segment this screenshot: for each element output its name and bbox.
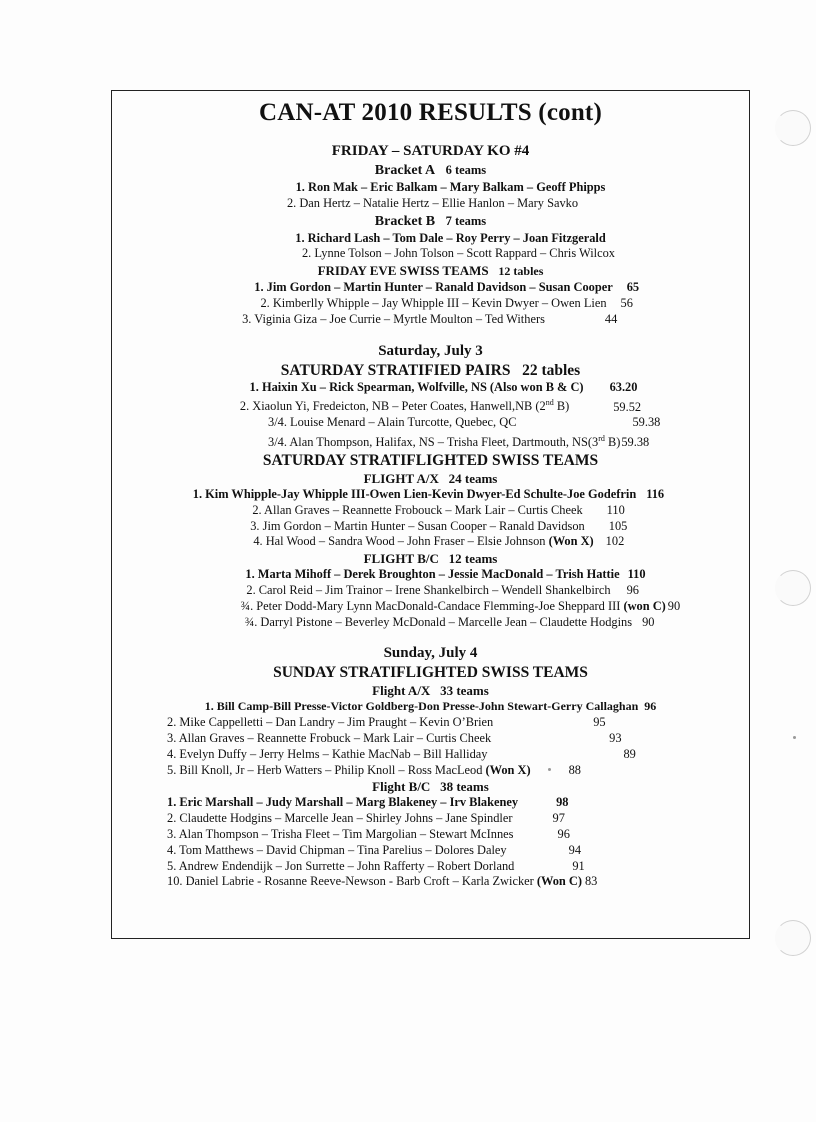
saturday-pairs-row xyxy=(268,415,749,431)
sunday-flight-ax-count: 33 teams xyxy=(440,683,489,699)
saturday-bc-row xyxy=(112,567,749,583)
saturday-pairs-count: 22 tables xyxy=(522,361,581,379)
saturday-pairs-score: 59.38 xyxy=(621,435,650,450)
saturday-bc-score: 90 xyxy=(642,614,655,629)
saturday-ax-team: 3. Jim Gordon – Martin Hunter – Susan Cooper – Ranald Davidson xyxy=(250,518,585,533)
friday-swiss-row xyxy=(112,296,749,312)
bracket-b-result-1: 1. Richard Lash – Tom Dale – Roy Perry – Joan Fitzgerald xyxy=(295,230,606,245)
saturday-bc-row xyxy=(112,583,749,599)
sunday-ax-row xyxy=(167,715,749,731)
sunday-bc-team: 4. Tom Matthews – David Chipman – Tina Parelius – Dolores Daley xyxy=(167,842,507,857)
friday-swiss-heading xyxy=(112,262,749,280)
won-flight-note: (won C) xyxy=(623,598,666,613)
sunday-bc-row xyxy=(167,874,749,890)
sunday-ax-score: 93 xyxy=(609,730,622,745)
saturday-flight-bc-heading xyxy=(112,550,749,567)
sunday-bc-score: 91 xyxy=(572,858,585,873)
results-frame xyxy=(111,90,750,939)
saturday-ax-row xyxy=(112,519,749,535)
sunday-bc-score: 97 xyxy=(552,811,565,826)
saturday-ax-row xyxy=(112,487,749,503)
sunday-flight-bc-label: Flight B/C xyxy=(372,779,431,795)
won-flight-note: (Won X) xyxy=(485,762,531,777)
saturday-pairs-score: 59.52 xyxy=(613,399,642,414)
bracket-a-count: 6 teams xyxy=(445,163,487,177)
punch-hole-middle xyxy=(775,570,811,606)
saturday-pairs-score: 63.20 xyxy=(609,379,638,394)
sunday-bc-team: 10. Daniel Labrie - Rosanne Reeve-Newson - Barb Croft – Karla Zwicker xyxy=(167,874,534,889)
saturday-bc-row xyxy=(112,615,749,631)
saturday-flight-bc-count: 12 teams xyxy=(448,551,498,567)
sunday-swiss-heading: SUNDAY STRATIFLIGHTED SWISS TEAMS xyxy=(273,664,588,682)
sunday-bc-team: 2. Claudette Hodgins – Marcelle Jean – Shirley Johns – Jane Spindler xyxy=(167,811,513,826)
saturday-flight-ax-heading xyxy=(112,470,749,487)
saturday-ax-row xyxy=(112,534,749,550)
sunday-flight-bc-count: 38 teams xyxy=(440,779,489,795)
bracket-b-result-2: 2. Lynne Tolson – John Tolson – Scott Rappard – Chris Wilcox xyxy=(301,246,616,261)
sunday-bc-score: 96 xyxy=(557,826,570,841)
sunday-ax-team: 2. Mike Cappelletti – Dan Landry – Jim Praught – Kevin O’Brien xyxy=(167,715,494,730)
saturday-pairs-row xyxy=(112,395,749,415)
sunday-ax-team: 4. Evelyn Duffy – Jerry Helms – Kathie MacNab – Bill Halliday xyxy=(167,746,488,761)
friday-swiss-count: 12 tables xyxy=(498,264,544,279)
sunday-bc-score: 98 xyxy=(556,795,569,810)
sunday-ax-score: 89 xyxy=(623,746,636,761)
bracket-b-count: 7 teams xyxy=(445,213,487,228)
saturday-pairs-row xyxy=(112,380,749,396)
friday-swiss-team: 3. Viginia Giza – Joe Currie – Myrtle Moulton – Ted Withers xyxy=(242,311,545,326)
sunday-bc-team: 1. Eric Marshall – Judy Marshall – Marg Blakeney – Irv Blakeney xyxy=(167,795,519,810)
saturday-ax-score: 116 xyxy=(646,487,665,502)
saturday-pairs-heading xyxy=(112,361,749,380)
saturday-date-heading: Saturday, July 3 xyxy=(378,342,483,359)
sunday-bc-score: 94 xyxy=(568,842,582,857)
friday-swiss-row xyxy=(112,280,749,296)
saturday-bc-score: 110 xyxy=(627,567,646,582)
punch-hole-top xyxy=(775,110,811,146)
friday-swiss-team: 1. Jim Gordon – Martin Hunter – Ranald Davidson – Susan Cooper xyxy=(254,280,613,295)
ordinal-suffix: nd xyxy=(545,398,554,408)
saturday-swiss-heading: SATURDAY STRATIFLIGHTED SWISS TEAMS xyxy=(262,452,599,470)
sunday-bc-row xyxy=(167,795,749,811)
saturday-pairs-entry: 1. Haixin Xu – Rick Spearman, Wolfville, NS (Also won B & C) xyxy=(249,379,584,394)
saturday-pairs-entry-tail: B) xyxy=(604,435,621,450)
saturday-pairs-row xyxy=(268,431,749,451)
saturday-bc-team: ¾. Peter Dodd-Mary Lynn MacDonald-Candace Flemming-Joe Sheppard III xyxy=(240,598,621,613)
won-flight-note: (Won X) xyxy=(548,534,594,549)
friday-swiss-score: 56 xyxy=(620,295,633,310)
bracket-a-result-1: 1. Ron Mak – Eric Balkam – Mary Balkam – Geoff Phipps xyxy=(295,180,606,194)
sunday-ax-score: 88 xyxy=(568,762,581,777)
sunday-ax-row xyxy=(112,699,749,715)
sunday-ax-team: 1. Bill Camp-Bill Presse-Victor Goldberg-Don Presse-John Stewart-Gerry Callaghan xyxy=(204,699,639,714)
friday-swiss-row xyxy=(112,312,749,328)
saturday-pairs-entry: 3/4. Louise Menard – Alain Turcotte, Quebec, QC xyxy=(268,415,517,430)
sunday-flight-ax-heading xyxy=(112,682,749,699)
sunday-flight-bc-heading xyxy=(112,778,749,795)
scan-speck xyxy=(793,736,796,739)
saturday-ax-score: 110 xyxy=(606,502,625,517)
saturday-flight-ax-label: FLIGHT A/X xyxy=(363,471,439,487)
ordinal-suffix: rd xyxy=(598,434,605,444)
sunday-ax-score: 95 xyxy=(593,715,606,730)
sunday-flight-ax-label: Flight A/X xyxy=(372,683,431,699)
ko-heading: FRIDAY – SATURDAY KO #4 xyxy=(331,143,530,159)
sunday-bc-row xyxy=(167,827,749,843)
won-flight-note: (Won C) xyxy=(536,874,582,889)
bracket-a-heading xyxy=(112,161,749,180)
saturday-bc-score: 90 xyxy=(667,598,681,613)
punch-hole-bottom xyxy=(775,920,811,956)
saturday-flight-ax-count: 24 teams xyxy=(448,471,498,487)
saturday-bc-team: 1. Marta Mihoff – Derek Broughton – Jessie MacDonald – Trish Hattie xyxy=(245,567,620,582)
saturday-pairs-score: 59.38 xyxy=(632,415,661,430)
saturday-pairs-entry: 3/4. Alan Thompson, Halifax, NS – Trisha Fleet, Dartmouth, NS(3 xyxy=(268,435,599,450)
saturday-ax-team: 4. Hal Wood – Sandra Wood – John Fraser – Elsie Johnson xyxy=(253,534,546,549)
sunday-bc-row xyxy=(167,811,749,827)
saturday-bc-score: 96 xyxy=(626,583,639,597)
bracket-a-result-2: 2. Dan Hertz – Natalie Hertz – Ellie Hanlon – Mary Savko xyxy=(286,195,579,210)
bracket-b-label: Bracket B xyxy=(374,213,436,229)
saturday-bc-team: 2. Carol Reid – Jim Trainor – Irene Shankelbirch – Wendell Shankelbirch xyxy=(246,583,611,597)
saturday-flight-bc-label: FLIGHT B/C xyxy=(363,551,439,567)
friday-swiss-score: 65 xyxy=(626,280,640,295)
friday-swiss-team: 2. Kimberlly Whipple – Jay Whipple III – Kevin Dwyer – Owen Lien xyxy=(260,295,607,310)
saturday-pairs-entry-tail: B) xyxy=(553,399,570,414)
sunday-ax-row xyxy=(167,731,749,747)
friday-swiss-title: FRIDAY EVE SWISS TEAMS xyxy=(317,263,489,279)
sunday-ax-team: 3. Allan Graves – Reannette Frobuck – Mark Lair – Curtis Cheek xyxy=(167,730,492,745)
sunday-ax-team: 5. Bill Knoll, Jr – Herb Watters – Philip Knoll – Ross MacLeod xyxy=(167,762,483,777)
saturday-ax-row xyxy=(112,503,749,519)
saturday-bc-team: ¾. Darryl Pistone – Beverley McDonald – Marcelle Jean – Claudette Hodgins xyxy=(244,614,633,629)
sunday-bc-row xyxy=(167,859,749,875)
sunday-bc-row xyxy=(167,843,749,859)
sunday-bc-team: 3. Alan Thompson – Trisha Fleet – Tim Margolian – Stewart McInnes xyxy=(167,826,514,841)
saturday-ax-team: 1. Kim Whipple-Jay Whipple III-Owen Lien-Kevin Dwyer-Ed Schulte-Joe Godefrin xyxy=(192,487,637,502)
sunday-bc-score: 83 xyxy=(584,874,598,889)
saturday-bc-row xyxy=(112,599,749,615)
sunday-date-heading: Sunday, July 4 xyxy=(383,645,478,662)
friday-swiss-score: 44 xyxy=(604,311,618,326)
saturday-ax-score: 105 xyxy=(608,518,628,533)
saturday-ax-score: 102 xyxy=(605,534,625,549)
bracket-b-heading xyxy=(112,212,749,231)
results-content xyxy=(112,99,749,890)
page-title: CAN-AT 2010 RESULTS (cont) xyxy=(259,99,602,126)
saturday-pairs-entry: 2. Xiaolun Yi, Fredeicton, NB – Peter Coates, Hanwell,NB (2 xyxy=(239,399,546,414)
sunday-ax-row xyxy=(167,747,749,763)
sunday-bc-team: 5. Andrew Endendijk – Jon Surrette – John Rafferty – Robert Dorland xyxy=(167,858,515,873)
bracket-a-label: Bracket A xyxy=(374,163,436,178)
saturday-pairs-title: SATURDAY STRATIFIED PAIRS xyxy=(280,361,511,379)
sunday-ax-score: 96 xyxy=(644,699,657,714)
saturday-ax-team: 2. Allan Graves – Reannette Frobouck – Mark Lair – Curtis Cheek xyxy=(252,502,583,517)
sunday-ax-row xyxy=(167,763,749,779)
